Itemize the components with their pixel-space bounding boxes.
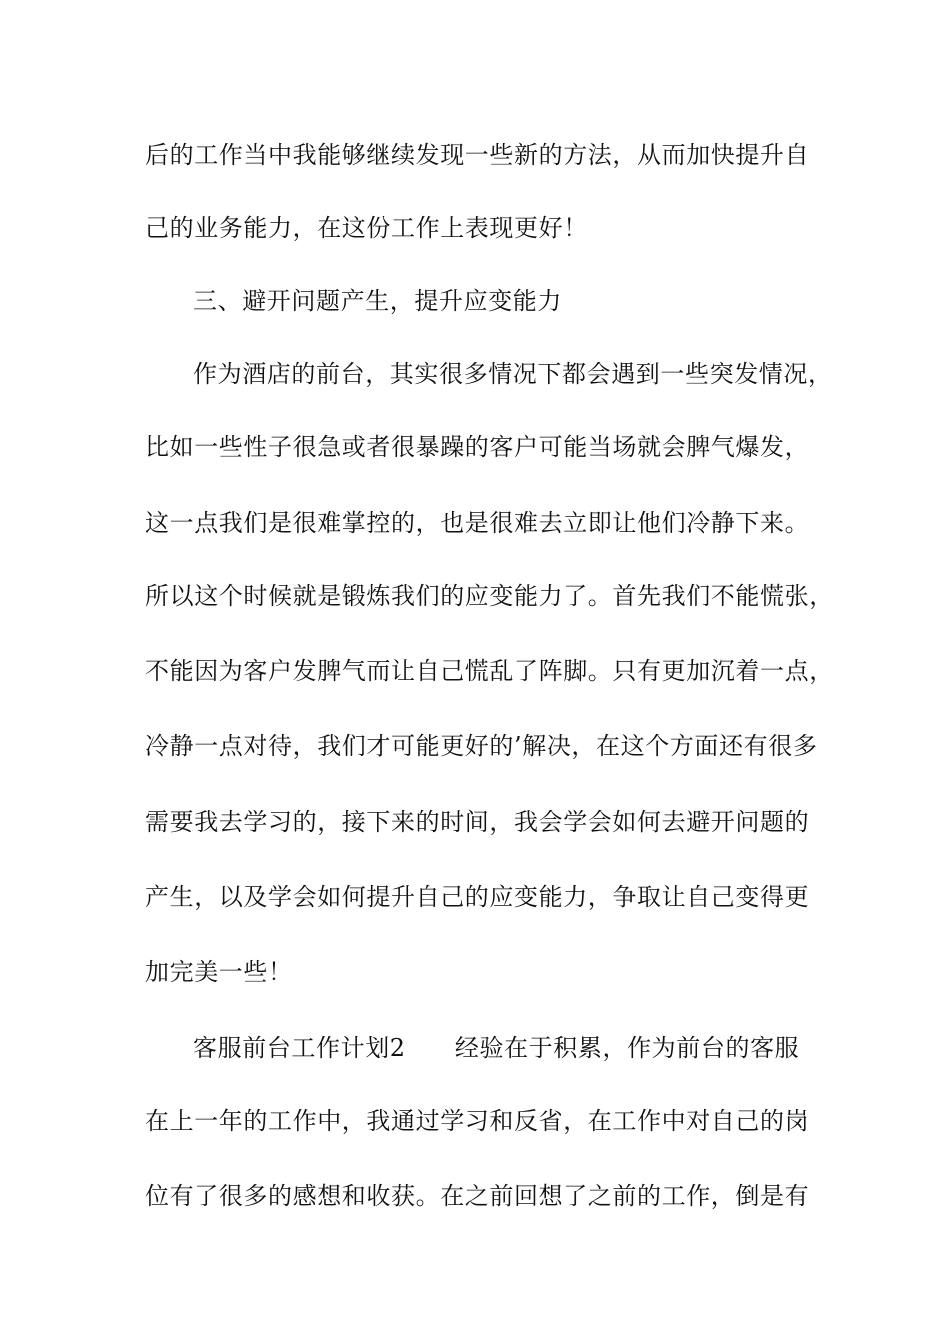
paragraph-line: 所以这个时候就是锻炼我们的应变能力了。首先我们不能慌张， [145, 582, 834, 610]
paragraph-line: 冷静一点对待，我们才可能更好的’解决，在这个方面还有很多 [145, 732, 818, 760]
paragraph-line: 产生，以及学会如何提升自己的应变能力，争取让自己变得更 [145, 883, 810, 911]
paragraph-line: 作为酒店的前台，其实很多情况下都会遇到一些突发情况， [193, 360, 833, 388]
paragraph-line: 这一点我们是很难掌控的，也是很难去立即让他们冷静下来。 [145, 509, 810, 537]
paragraph-line: 需要我去学习的，接下来的时间，我会学会如何去避开问题的 [145, 808, 810, 836]
paragraph-line: 不能因为客户发脾气而让自己慌乱了阵脚。只有更加沉着一点， [145, 657, 834, 685]
paragraph-line: 后的工作当中我能够继续发现一些新的方法，从而加快提升自 [145, 141, 810, 169]
section-heading: 客服前台工作计划2 经验在于积累，作为前台的客服 [193, 1034, 800, 1062]
paragraph-line: 己的业务能力，在这份工作上表现更好！ [145, 214, 588, 242]
paragraph-line: 在上一年的工作中，我通过学习和反省，在工作中对自己的岗 [145, 1107, 810, 1135]
paragraph-line: 位有了很多的感想和收获。在之前回想了之前的工作，倒是有 [145, 1182, 810, 1210]
section-heading: 三、避开问题产生，提升应变能力 [193, 287, 562, 315]
paragraph-line: 加完美一些！ [145, 958, 293, 986]
paragraph-line: 比如一些性子很急或者很暴躁的客户可能当场就会脾气爆发， [145, 433, 810, 461]
